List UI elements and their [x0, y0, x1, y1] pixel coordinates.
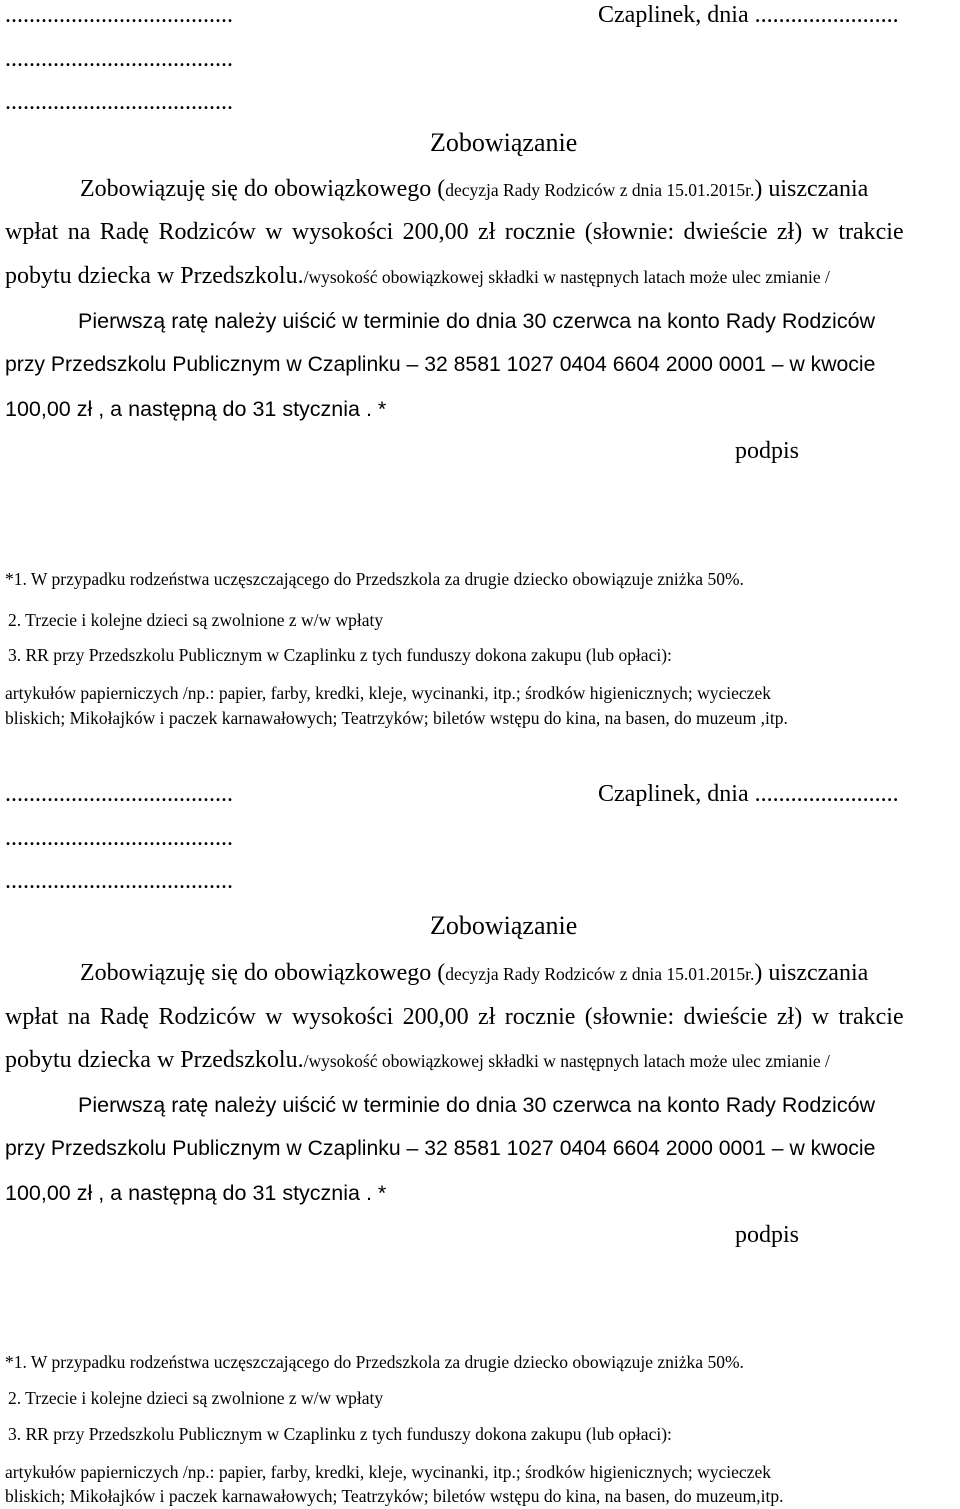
body-line-6: 100,00 zł , a następną do 31 stycznia . *	[5, 1181, 387, 1205]
footnote-4: artykułów papierniczych /np.: papier, farby, kredki, kleje, wycinanki, itp.; środków higienicznych; wycieczek	[5, 683, 771, 703]
document-title: Zobowiązanie	[430, 128, 578, 157]
body-line-4: Pierwszą ratę należy uiścić w terminie do dnia 30 czerwca na konto Rady Rodziców	[78, 309, 876, 333]
body-line-3-start: pobytu dziecka w Przedszkolu.	[5, 263, 304, 289]
body-line-6: 100,00 zł , a następną do 31 stycznia . *	[5, 397, 387, 421]
body-line-4: Pierwszą ratę należy uiścić w terminie do dnia 30 czerwca na konto Rady Rodziców	[78, 1093, 876, 1117]
place-date: Czaplinek, dnia ........................	[598, 781, 899, 807]
body-line-2: wpłat na Radę Rodziców w wysokości 200,00 zł rocznie (słownie: dwieście zł) w trakcie	[5, 219, 904, 245]
body-line-5: przy Przedszkolu Publicznym w Czaplinku – 32 8581 1027 0404 6604 2000 0001 – w kwocie	[5, 1137, 876, 1160]
name-dots-line-3: ......................................	[5, 89, 233, 115]
footnote-2: 2. Trzecie i kolejne dzieci są zwolnione z w/w wpłaty	[8, 610, 384, 630]
footnote-4: artykułów papierniczych /np.: papier, farby, kredki, kleje, wycinanki, itp.; środków higienicznych; wycieczek	[5, 1462, 771, 1482]
footnote-3: 3. RR przy Przedszkolu Publicznym w Czaplinku z tych funduszy dokona zakupu (lub opłaci):	[8, 645, 672, 665]
name-dots-line-2: ......................................	[5, 46, 233, 72]
name-dots-line-1: ......................................	[5, 781, 233, 807]
body-line-3-start: pobytu dziecka w Przedszkolu.	[5, 1047, 304, 1073]
footnote-5: bliskich; Mikołajków i paczek karnawałowych; Teatrzyków; biletów wstępu do kina, na basen, do muzeum,itp.	[5, 1486, 784, 1506]
body-line-1-end: ) uiszczania	[754, 960, 869, 986]
decision-reference: decyzja Rady Rodziców z dnia 15.01.2015r.	[445, 964, 755, 984]
body-line-1	[80, 176, 868, 203]
name-dots-line-3: ......................................	[5, 868, 233, 894]
signature-label: podpis	[735, 1222, 800, 1248]
fee-change-note: /wysokość obowiązkowej składki w następnych latach może ulec zmianie /	[303, 267, 830, 287]
decision-reference: decyzja Rady Rodziców z dnia 15.01.2015r.	[445, 180, 755, 200]
footnote-1: *1. W przypadku rodzeństwa uczęszczającego do Przedszkola za drugie dziecko obowiązuje zniżka 50%.	[5, 569, 744, 589]
name-dots-line-1: ......................................	[5, 2, 233, 28]
body-line-3	[5, 1047, 830, 1074]
body-line-1	[80, 960, 868, 987]
document-title: Zobowiązanie	[430, 911, 578, 940]
place-date: Czaplinek, dnia ........................	[598, 2, 899, 28]
footnote-5: bliskich; Mikołajków i paczek karnawałowych; Teatrzyków; biletów wstępu do kina, na basen, do muzeum ,itp.	[5, 708, 788, 728]
body-line-5: przy Przedszkolu Publicznym w Czaplinku – 32 8581 1027 0404 6604 2000 0001 – w kwocie	[5, 353, 876, 376]
fee-change-note: /wysokość obowiązkowej składki w następnych latach może ulec zmianie /	[303, 1051, 830, 1071]
body-line-3	[5, 263, 830, 290]
footnote-1: *1. W przypadku rodzeństwa uczęszczającego do Przedszkola za drugie dziecko obowiązuje zniżka 50%.	[5, 1352, 744, 1372]
name-dots-line-2: ......................................	[5, 825, 233, 851]
signature-label: podpis	[735, 438, 800, 464]
footnote-3: 3. RR przy Przedszkolu Publicznym w Czaplinku z tych funduszy dokona zakupu (lub opłaci):	[8, 1424, 672, 1444]
body-line-1-start: Zobowiązuję się do obowiązkowego (	[80, 176, 446, 202]
footnote-2: 2. Trzecie i kolejne dzieci są zwolnione z w/w wpłaty	[8, 1388, 384, 1408]
body-line-2: wpłat na Radę Rodziców w wysokości 200,00 zł rocznie (słownie: dwieście zł) w trakcie	[5, 1004, 904, 1030]
body-line-1-end: ) uiszczania	[754, 176, 869, 202]
body-line-1-start: Zobowiązuję się do obowiązkowego (	[80, 960, 446, 986]
